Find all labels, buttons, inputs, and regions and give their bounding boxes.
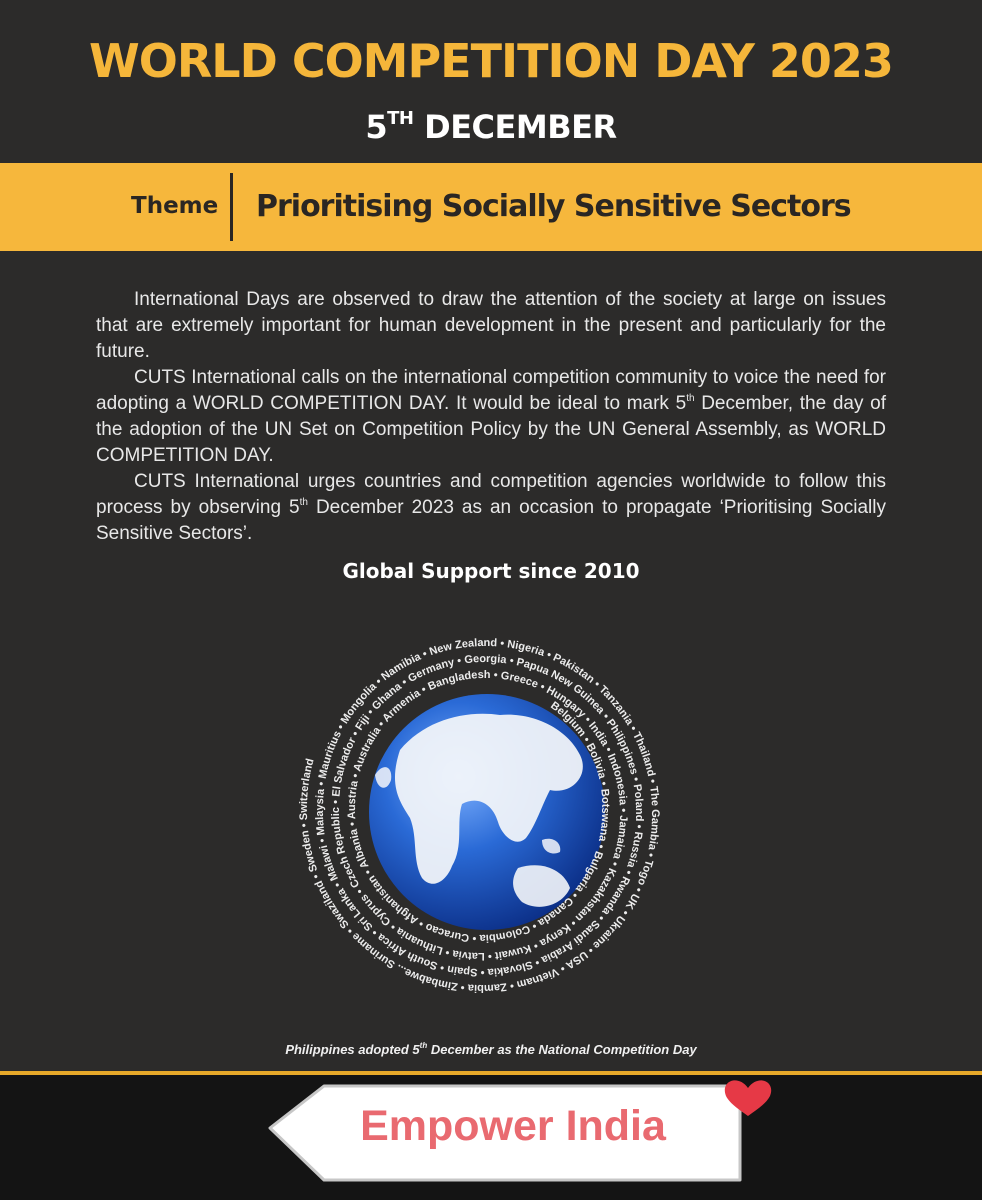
paragraph-urge xyxy=(96,469,886,547)
theme-text: Prioritising Socially Sensitive Sectors xyxy=(256,189,851,224)
theme-band xyxy=(0,163,982,251)
theme-label: Theme xyxy=(131,193,219,219)
date-day: 5 xyxy=(365,108,388,146)
body-text xyxy=(96,287,886,547)
paragraph-intro: International Days are observed to draw the attention of the society at large on issues that are extremely important for human development in the present and particularly for the future. xyxy=(96,289,886,362)
footnote-a: Philippines adopted 5 xyxy=(285,1042,420,1057)
paragraph-urge-a: CUTS International urges countries and competition agencies worldwide to follow this process by observing 5 xyxy=(96,471,886,518)
event-date xyxy=(0,108,982,146)
footnote xyxy=(0,1042,982,1057)
support-heading: Global Support since 2010 xyxy=(342,559,640,583)
paragraph-call-a: CUTS International calls on the international competition community to voice the need for adopting a WORLD COMPETITION DAY. It would be ideal to mark 5 xyxy=(96,367,886,414)
gold-divider xyxy=(0,1071,982,1075)
empower-banner-label: Empower India xyxy=(360,1102,666,1150)
footnote-sup: th xyxy=(419,1041,428,1050)
paragraph-urge-b: December 2023 as an occasion to propagate ‘Prioritising Socially Sensitive Sectors’. xyxy=(96,497,886,544)
paragraph-call xyxy=(96,365,886,469)
date-suffix: TH xyxy=(387,108,414,129)
page-title: WORLD COMPETITION DAY 2023 xyxy=(89,34,893,88)
paragraph-call-sup: th xyxy=(686,393,695,404)
country-spiral xyxy=(250,590,730,1050)
country-list-path: Belgium • Bolivia • Botswana • Bulgaria • Canada • Colombia • Curacao • Afghanistan • Albania • Austria • Australia • Armenia • Bangladesh • Greece • Hungary • India • Indonesia • Jamaica • Kazakhstan • Kenya • Kuwait • Latvia • Lithuania • Cyprus • Czech Republic • El Salvador • Fiji • Ghana • Germany • Georgia • Papua New Guinea • Philippines • Poland • Russia • Rwanda • Saudi Arabia • Slovakia • Spain • South Africa • Sri Lanka • Malawi • Malaysia • Mauritius • Mongolia • Namibia • New Zealand • Nigeria • Pakistan • Tanzania • Thailand • The Gambia • Togo • UK • Ukraine • USA • Vietnam • Zambia • Zimbabwe... Suriname • Swaziland • Sweden • Switzerland xyxy=(297,636,662,995)
theme-divider xyxy=(230,173,233,241)
paragraph-urge-sup: th xyxy=(299,497,308,508)
paragraph-call-b: December, the day of the adoption of the UN Set on Competition Policy by the UN General Assembly, as WORLD COMPETITION DAY. xyxy=(96,393,887,466)
date-month: DECEMBER xyxy=(424,108,617,146)
footnote-b: December as the National Competition Day xyxy=(427,1042,697,1057)
